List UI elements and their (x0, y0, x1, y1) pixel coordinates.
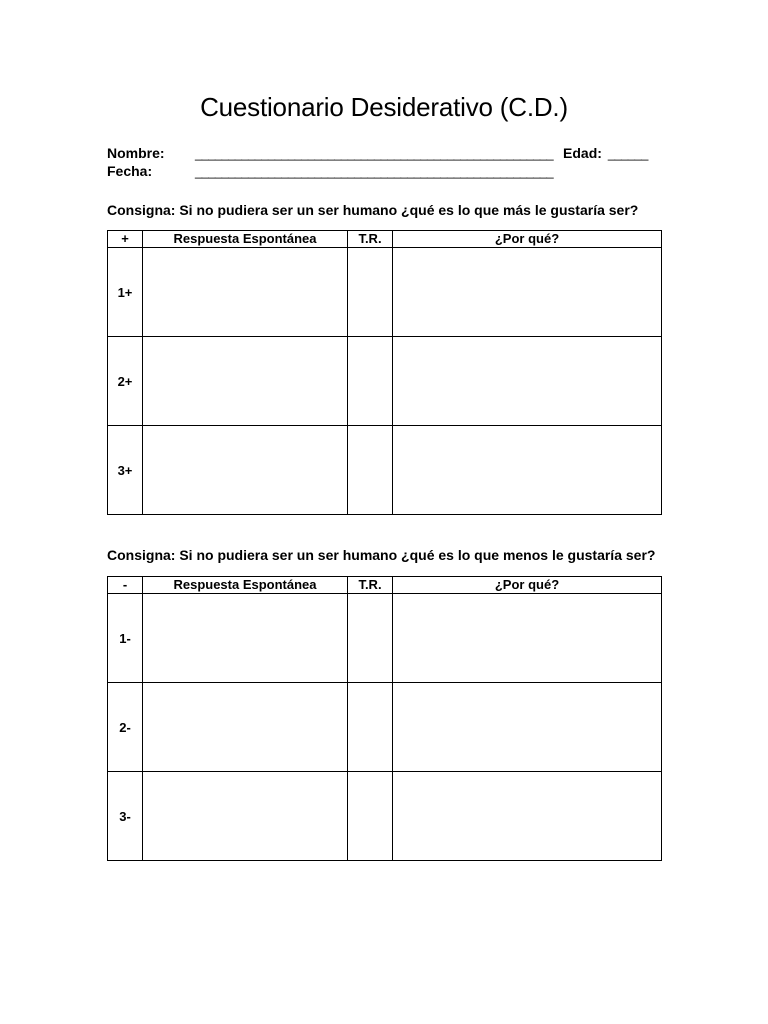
header-porque: ¿Por qué? (393, 577, 662, 594)
porque-cell[interactable] (393, 337, 662, 426)
tr-cell[interactable] (348, 683, 393, 772)
nombre-row (107, 145, 648, 161)
respuesta-cell[interactable] (143, 337, 348, 426)
header-sign: - (108, 577, 143, 594)
fecha-label: Fecha: (107, 163, 153, 179)
page-title: Cuestionario Desiderativo (C.D.) (200, 92, 568, 122)
tr-cell[interactable] (348, 426, 393, 515)
tr-cell[interactable] (348, 337, 393, 426)
porque-cell[interactable] (393, 248, 662, 337)
fecha-field[interactable]: ______________________________________________________ (195, 164, 554, 179)
table-row (108, 594, 662, 683)
table-header-row (108, 577, 662, 594)
respuesta-cell[interactable] (143, 683, 348, 772)
nombre-field[interactable]: ______________________________________________________ (195, 146, 554, 161)
edad-field[interactable]: ______ (607, 146, 648, 161)
tr-cell[interactable] (348, 772, 393, 861)
respuesta-cell[interactable] (143, 594, 348, 683)
porque-cell[interactable] (393, 772, 662, 861)
porque-cell[interactable] (393, 426, 662, 515)
row-label: 1- (108, 594, 143, 683)
header-tr: T.R. (348, 231, 393, 248)
respuesta-cell[interactable] (143, 248, 348, 337)
header-tr: T.R. (348, 577, 393, 594)
table-header-row (108, 231, 662, 248)
respuesta-cell[interactable] (143, 426, 348, 515)
porque-cell[interactable] (393, 683, 662, 772)
header-sign: + (108, 231, 143, 248)
positive-responses-table (107, 230, 662, 515)
nombre-label: Nombre: (107, 145, 165, 161)
header-porque: ¿Por qué? (393, 231, 662, 248)
table-row (108, 683, 662, 772)
consigna-positive: Consigna: Si no pudiera ser un ser humano ¿qué es lo que más le gustaría ser? (107, 202, 639, 218)
fecha-row (107, 163, 553, 179)
row-label: 3+ (108, 426, 143, 515)
consigna-negative: Consigna: Si no pudiera ser un ser humano ¿qué es lo que menos le gustaría ser? (107, 547, 656, 563)
table-row (108, 772, 662, 861)
porque-cell[interactable] (393, 594, 662, 683)
negative-responses-table (107, 576, 662, 861)
row-label: 3- (108, 772, 143, 861)
header-respuesta: Respuesta Espontánea (143, 231, 348, 248)
tr-cell[interactable] (348, 248, 393, 337)
table-row (108, 248, 662, 337)
table-row (108, 426, 662, 515)
table-row (108, 337, 662, 426)
respuesta-cell[interactable] (143, 772, 348, 861)
header-respuesta: Respuesta Espontánea (143, 577, 348, 594)
row-label: 2- (108, 683, 143, 772)
row-label: 1+ (108, 248, 143, 337)
edad-label: Edad: (563, 145, 602, 161)
tr-cell[interactable] (348, 594, 393, 683)
row-label: 2+ (108, 337, 143, 426)
